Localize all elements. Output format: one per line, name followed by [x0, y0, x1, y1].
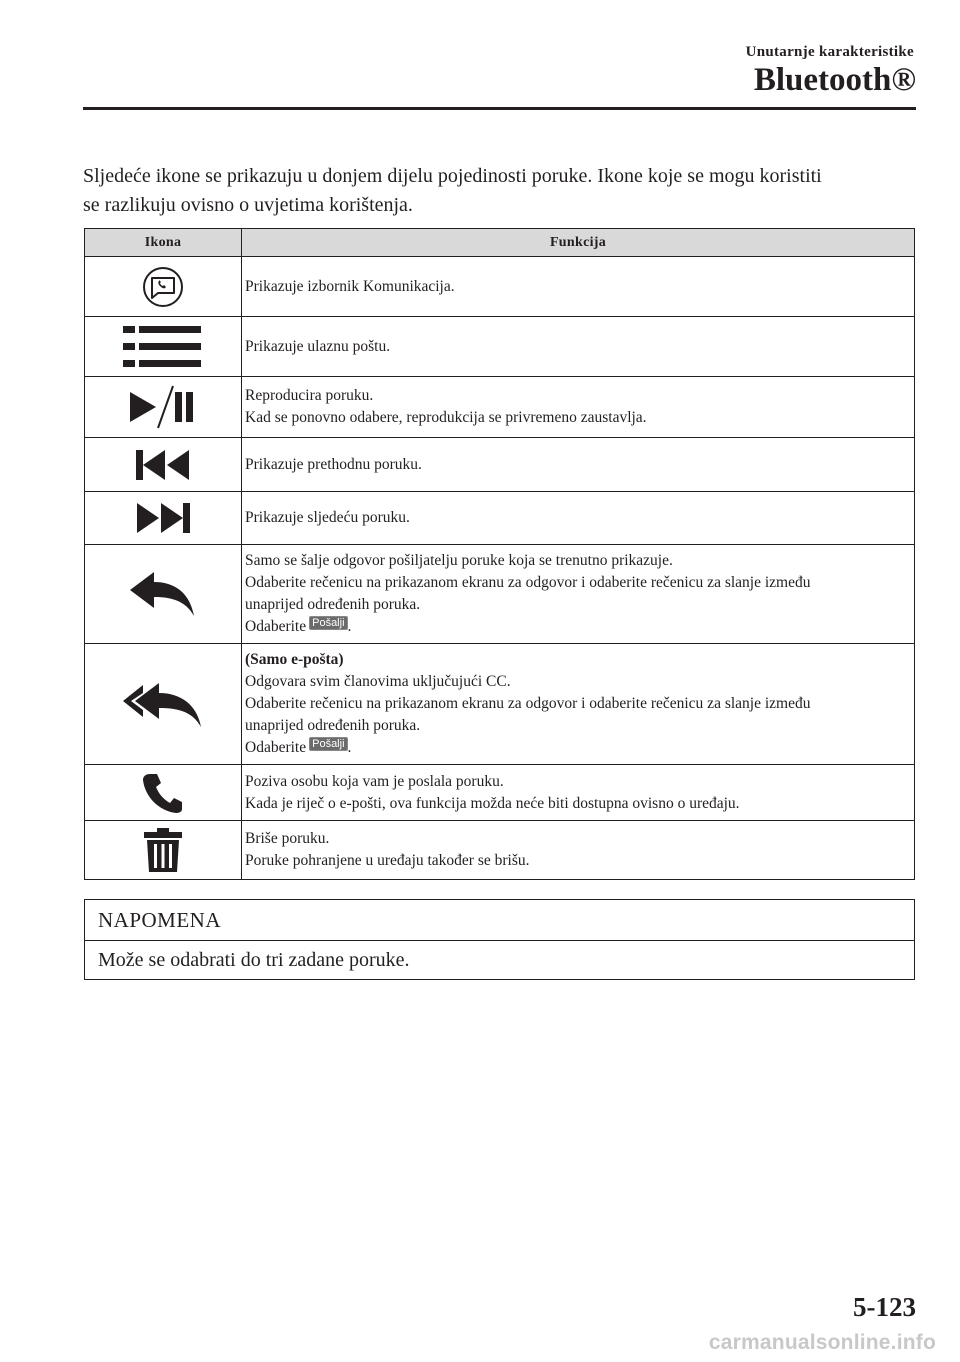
note-body: Može se odabrati do tri zadane poruke.: [98, 949, 410, 971]
table-row: [85, 257, 915, 317]
section-label: Unutarnje karakteristike: [745, 44, 914, 60]
intro-line: Sljedeće ikone se prikazuju u donjem dijelu pojedinosti poruke. Ikone koje se mogu koristiti: [83, 165, 822, 187]
select-instruction: [245, 616, 910, 638]
reply-icon: [85, 570, 241, 618]
table-row: [85, 377, 915, 438]
function-text: Poziva osobu koja vam je poslala poruku.: [245, 772, 504, 790]
table-row: [85, 765, 915, 821]
function-text: unaprijed određenih poruka.: [245, 717, 421, 734]
function-text: Odgovara svim članovima uključujući CC.: [245, 673, 511, 690]
function-text: Samo se šalje odgovor pošiljatelju poruke koja se trenutno prikazuje.: [245, 552, 673, 569]
function-text: Kada je riječ o e-pošti, ova funkcija možda neće biti dostupna ovisno o uređaju.: [245, 794, 740, 812]
function-cell: [242, 438, 915, 492]
function-cell: [242, 317, 915, 377]
table-row: [85, 644, 915, 765]
icon-cell: [85, 821, 242, 880]
table-row: [85, 317, 915, 377]
icon-cell: [85, 438, 242, 492]
table-row: [85, 438, 915, 492]
page-number: 5-123: [853, 1292, 916, 1322]
function-text: Prikazuje sljedeću poruku.: [245, 509, 410, 526]
select-suffix: .: [347, 618, 352, 635]
icon-cell: [85, 377, 242, 438]
function-text: unaprijed određenih poruka.: [245, 596, 421, 613]
table-row: [85, 492, 915, 545]
intro-paragraph: [83, 162, 923, 220]
function-text: Kad se ponovno odabere, reprodukcija se privremeno zaustavlja.: [245, 409, 647, 426]
function-text: Prikazuje izbornik Komunikacija.: [245, 277, 455, 295]
previous-track-icon: [85, 448, 241, 482]
function-heading: (Samo e-pošta): [245, 651, 344, 668]
select-prefix: Odaberite: [245, 618, 307, 635]
function-cell: [242, 821, 915, 880]
table-header-row: [85, 229, 915, 257]
column-header-icon: Ikona: [85, 229, 242, 257]
header-divider: [83, 107, 916, 110]
select-suffix: .: [347, 739, 352, 756]
function-text: Reproducira poruku.: [245, 387, 374, 404]
play-pause-icon: [85, 384, 241, 430]
icon-cell: [85, 317, 242, 377]
table-row: [85, 545, 915, 644]
icon-cell: [85, 545, 242, 644]
communication-menu-icon: [85, 266, 241, 308]
function-text: Poruke pohranjene u uređaju također se brišu.: [245, 852, 530, 869]
function-text: Prikazuje ulaznu poštu.: [245, 337, 391, 355]
table-row: [85, 821, 915, 880]
icon-cell: [85, 257, 242, 317]
next-track-icon: [85, 501, 241, 535]
function-cell: [242, 257, 915, 317]
function-cell: [242, 492, 915, 545]
icon-cell: [85, 765, 242, 821]
note-box: [84, 899, 915, 980]
function-text: Prikazuje prethodnu poruku.: [245, 455, 422, 473]
note-title: NAPOMENA: [85, 900, 914, 941]
inbox-list-icon: [85, 325, 241, 369]
column-header-function: Funkcija: [242, 229, 915, 257]
trash-icon: [85, 827, 241, 873]
function-cell: [242, 545, 915, 644]
icon-function-table: [84, 228, 915, 880]
select-instruction: [245, 737, 910, 759]
page-title: Bluetooth®: [753, 62, 916, 98]
function-text: Briše poruku.: [245, 830, 330, 847]
icon-cell: [85, 492, 242, 545]
watermark: carmanualsonline.info: [708, 1331, 936, 1354]
intro-line: se razlikuju ovisno o uvjetima korištenja.: [83, 194, 413, 216]
function-text: Odaberite rečenicu na prikazanom ekranu za odgovor i odaberite rečenicu za slanje između: [245, 695, 811, 712]
function-cell: [242, 377, 915, 438]
function-cell: [242, 765, 915, 821]
icon-cell: [85, 644, 242, 765]
function-text: Odaberite rečenicu na prikazanom ekranu za odgovor i odaberite rečenicu za slanje između: [245, 574, 811, 591]
send-button-image: Pošalji: [309, 737, 347, 751]
send-button-image: Pošalji: [309, 616, 347, 630]
reply-all-icon: [85, 679, 241, 729]
phone-icon: [85, 772, 241, 814]
function-cell: [242, 644, 915, 765]
select-prefix: Odaberite: [245, 739, 307, 756]
